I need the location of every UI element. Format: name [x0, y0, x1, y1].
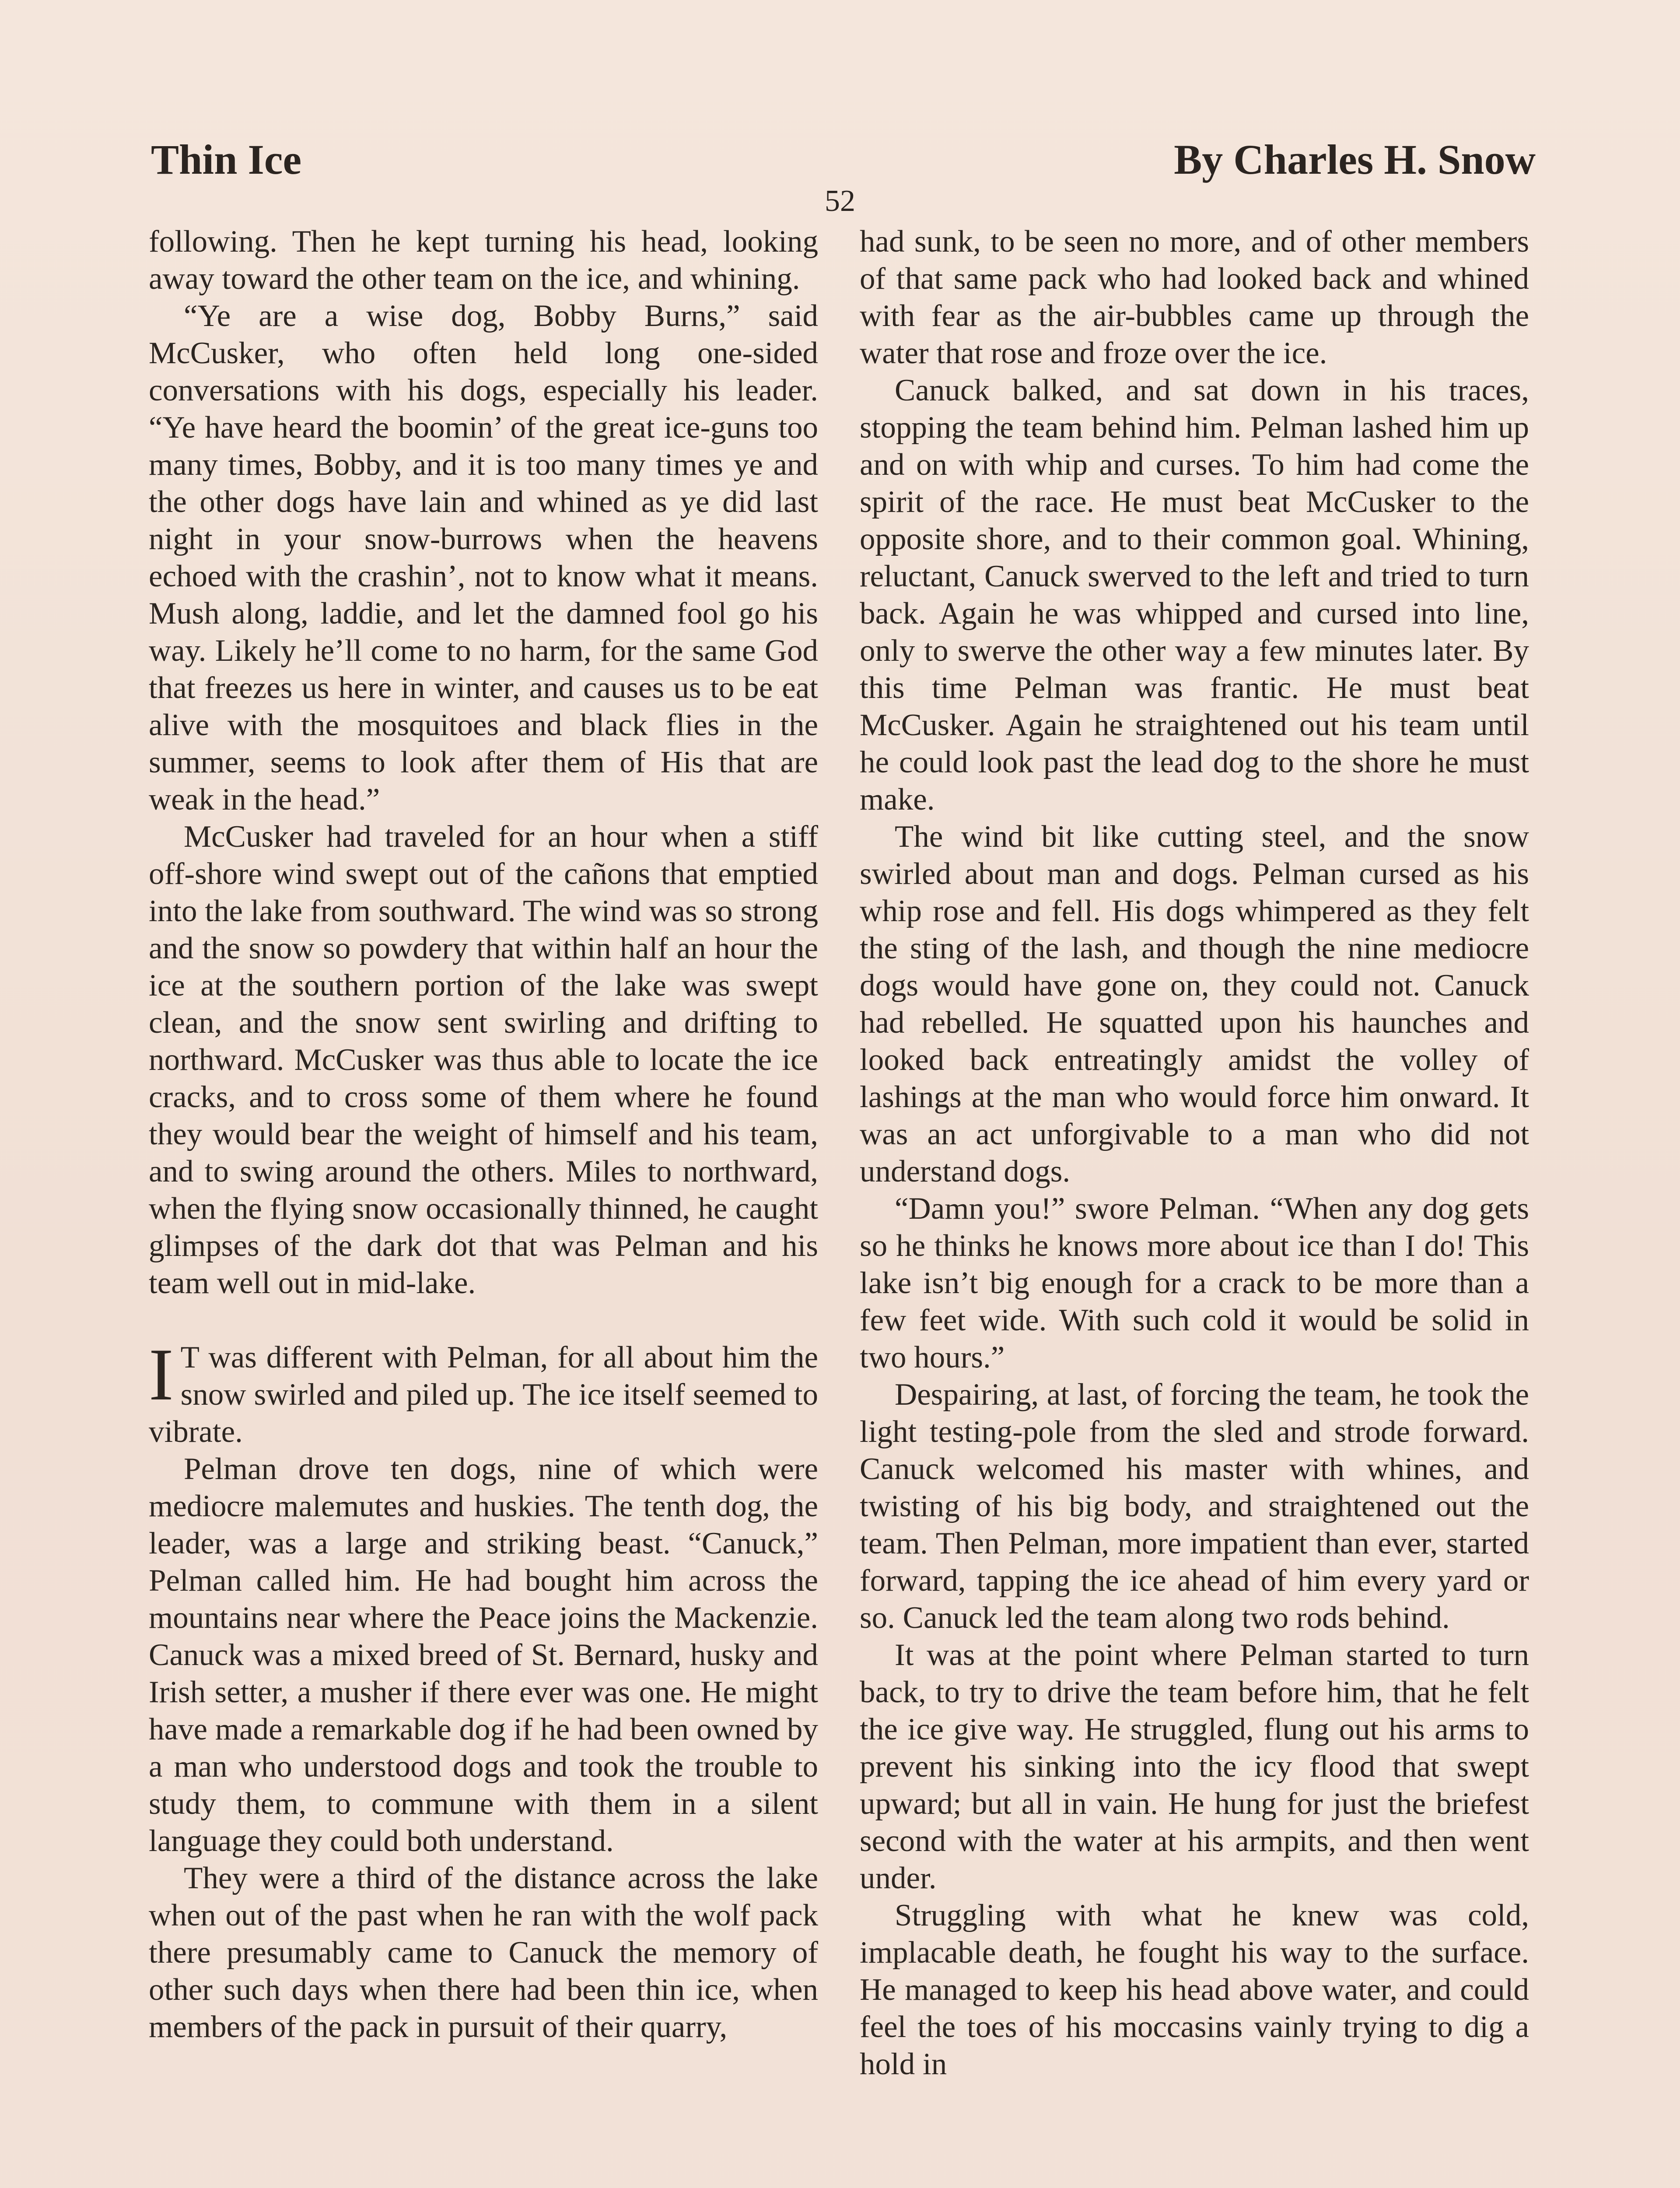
paragraph: Canuck balked, and sat down in his traces, stopping the team behind him. Pelman lashed him up and on with whip and curses. To him had come the spirit of the race. He must beat McCusker to the opposite shore, and to their common goal. Whining, reluctant, Canuck swerved to the left and tried to turn back. Again he was whipped and cursed into line, only to swerve the other way a few minutes later. By this time Pelman was frantic. He must beat McCusker. Again he straightened out his team until he could look past the lead dog to the shore he must make. — [860, 373, 1529, 817]
page-number: 52 — [825, 184, 855, 218]
paragraph: “Damn you!” swore Pelman. “When any dog gets so he thinks he knows more about ice than I do! This lake isn’t big enough for a crack to be more than a few feet wide. With such cold it would be solid in two hours.” — [860, 1192, 1529, 1375]
paragraph: Pelman drove ten dogs, nine of which were mediocre malemutes and huskies. The tenth dog, the leader, was a large and striking beast. “Canuck,” Pelman called him. He had bought him across the mountains near where the Peace joins the Mackenzie. Canuck was a mixed breed of St. Bernard, husky and Irish setter, a musher if there ever was one. He might have made a remarkable dog if he had been owned by a man who understood dogs and took the trouble to study them, to commune with them in a silent language they could both understand. — [149, 1452, 818, 1858]
right-column — [860, 223, 1529, 2083]
paragraph: Struggling with what he knew was cold, implacable death, he fought his way to the surface. He managed to keep his head above water, and could feel the toes of his moccasins vainly trying to dig a hold in — [860, 1898, 1529, 2081]
paragraph: It was at the point where Pelman started to turn back, to try to drive the team before him, that he felt the ice give way. He struggled, flung out his arms to prevent his sinking into the icy flood that swept upward; but all in vain. He hung for just the briefest second with the water at his armpits, and then went under. — [860, 1638, 1529, 1895]
paragraph-text: T was different with Pelman, for all about him the snow swirled and piled up. The ice itself seemed to vibrate. — [149, 1340, 818, 1449]
paragraph: “Ye are a wise dog, Bobby Burns,” said McCusker, who often held long one-sided conversations with his dogs, especially his leader. “Ye have heard the boomin’ of the great ice-guns too many times, Bobby, and it is too many times ye and the other dogs have lain and whined as ye did last night in your snow-burrows when the heavens echoed with the crashin’, not to know what it means. Mush along, laddie, and let the damned fool go his way. Likely he’ll come to no harm, for the same God that freezes us here in winter, and causes us to be eat alive with the mosquitoes and black flies in the summer, seems to look after them of His that are weak in the head.” — [149, 299, 818, 817]
author-byline: By Charles H. Snow — [1174, 136, 1536, 183]
story-title: Thin Ice — [151, 136, 302, 183]
paragraph: following. Then he kept turning his head, looking away toward the other team on the ice, and whining. — [149, 224, 818, 296]
page-header — [151, 131, 1536, 188]
drop-cap: I — [149, 1333, 174, 1416]
paragraph: had sunk, to be seen no more, and of other members of that same pack who had looked back and whined with fear as the air-bubbles came up through the water that rose and froze over the ice. — [860, 224, 1529, 370]
paragraph-dropcap — [149, 1333, 818, 1451]
paragraph: They were a third of the distance across the lake when out of the past when he ran with the wolf pack there presumably came to Canuck the memory of other such days when there had been thin ice, when members of the pack in pursuit of their quarry, — [149, 1861, 818, 2044]
paragraph: Despairing, at last, of forcing the team, he took the light testing-pole from the sled and strode forward. Canuck welcomed his master with whines, and twisting of his big body, and straightened out the team. Then Pelman, more impatient than ever, started forward, tapping the ice ahead of him every yard or so. Canuck led the team along two rods behind. — [860, 1378, 1529, 1635]
left-column — [149, 223, 818, 2046]
paragraph: McCusker had traveled for an hour when a stiff off-shore wind swept out of the cañons that emptied into the lake from southward. The wind was so strong and the snow so powdery that within half an hour the ice at the southern portion of the lake was swept clean, and the snow sent swirling and drifting to northward. McCusker was thus able to locate the ice cracks, and to cross some of them where he found they would bear the weight of himself and his team, and to swing around the others. Miles to northward, when the flying snow occasionally thinned, he caught glimpses of the dark dot that was Pelman and his team well out in mid-lake. — [149, 820, 818, 1300]
paragraph: The wind bit like cutting steel, and the snow swirled about man and dogs. Pelman cursed as his whip rose and fell. His dogs whimpered as they felt the sting of the lash, and though the nine mediocre dogs would have gone on, they could not. Canuck had rebelled. He squatted upon his haunches and looked back entreatingly amidst the volley of lashings at the man who would force him onward. It was an act unforgivable to a man who did not understand dogs. — [860, 820, 1529, 1189]
